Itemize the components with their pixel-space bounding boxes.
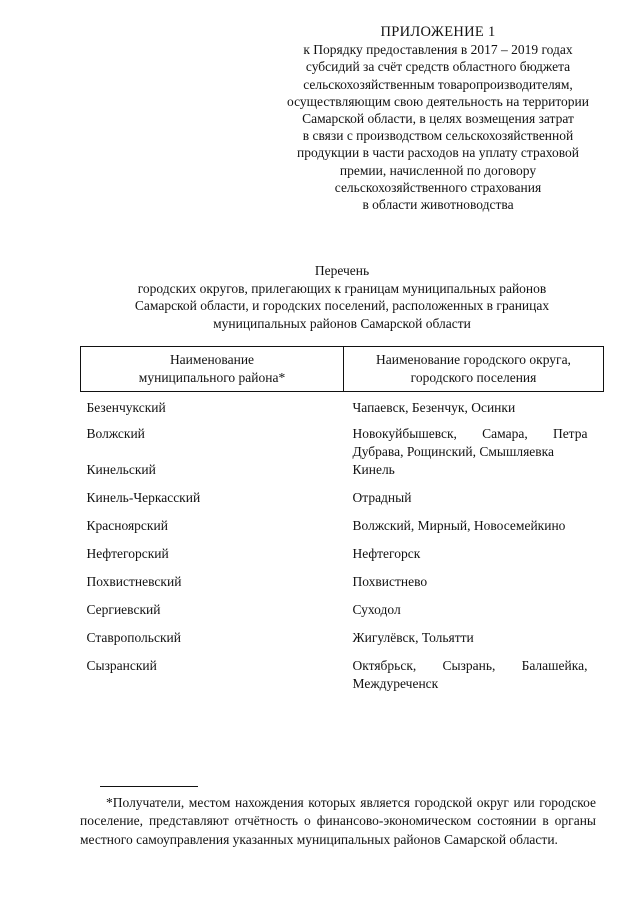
appendix-line: к Порядку предоставления в 2017 – 2019 годах (303, 42, 573, 58)
settlements-cell: Октябрьск, Сызрань, Балашейка, Междуреченск (352, 658, 588, 691)
appendix-line: осуществляющим свою деятельность на территории (287, 93, 589, 109)
list-title: Перечень (314, 263, 370, 278)
district-cell: Кинель-Черкасский (86, 490, 201, 505)
table-header-row (81, 347, 604, 392)
header-line: городского поселения (410, 370, 537, 385)
appendix-line: Самарской области, в целях возмещения затрат (302, 111, 574, 127)
appendix-line: премии, начисленной по договору (339, 162, 537, 178)
settlements-cell: Кинель (352, 462, 395, 477)
settlements-cell: Нефтегорск (352, 546, 421, 561)
table-row (81, 629, 604, 657)
settlements-cell: Жигулёвск, Тольятти (352, 630, 474, 645)
table-row (81, 545, 604, 573)
appendix-line: сельскохозяйственным товаропроизводителям, (303, 76, 573, 92)
appendix-title: ПРИЛОЖЕНИЕ 1 (380, 24, 496, 40)
district-cell: Сергиевский (86, 602, 161, 617)
district-cell: Волжский (86, 426, 145, 441)
district-cell: Сызранский (86, 658, 157, 673)
appendix-line: сельскохозяйственного страхования (334, 179, 542, 195)
settlements-cell: Чапаевск, Безенчук, Осинки (352, 400, 516, 415)
district-cell: Кинельский (86, 462, 156, 477)
district-cell: Красноярский (86, 518, 168, 533)
table-row (81, 657, 604, 693)
table-row (81, 517, 604, 545)
settlements-cell: Волжский, Мирный, Новосемейкино (352, 518, 566, 533)
column-header-district (81, 347, 344, 392)
settlements-cell: Новокуйбышевск, Самара, Петра Дубрава, Рощинский, Смышляевка (352, 426, 588, 459)
footnote: *Получатели, местом нахождения которых является городской округ или городское поселение, представляют отчётность о финансово-экономическом состоянии в органы местного самоуправления указанных муниципальных районов Самарской области. (80, 795, 596, 847)
appendix-line: в области животноводства (362, 197, 514, 213)
header-line: муниципального района* (138, 370, 286, 385)
settlements-cell: Похвистнево (352, 574, 428, 589)
districts-table (80, 346, 604, 693)
list-heading (80, 262, 604, 332)
appendix-line: в связи с производством сельскохозяйственной (302, 128, 574, 144)
header-line: Наименование городского округа, (376, 352, 571, 367)
list-subtitle-line: Самарской области, и городских поселений, расположенных в границах (134, 298, 550, 313)
appendix-line: субсидий за счёт средств областного бюджета (305, 59, 571, 75)
district-cell: Нефтегорский (86, 546, 169, 561)
appendix-header (262, 24, 614, 213)
table-row (81, 489, 604, 517)
column-header-settlements (344, 347, 604, 392)
table-row (81, 461, 604, 489)
table-row (81, 601, 604, 629)
district-cell: Безенчукский (86, 400, 166, 415)
district-cell: Ставропольский (86, 630, 181, 645)
settlements-cell: Суходол (352, 602, 401, 617)
list-subtitle-line: муниципальных районов Самарской области (213, 315, 471, 331)
table-row (81, 392, 604, 426)
footnote-separator (100, 786, 198, 787)
list-subtitle-line: городских округов, прилегающих к границам муниципальных районов (137, 280, 547, 296)
appendix-line: продукции в части расходов на уплату страховой (297, 145, 579, 161)
header-line: Наименование (169, 352, 255, 367)
district-cell: Похвистневский (86, 574, 182, 589)
table-row (81, 425, 604, 461)
table-row (81, 573, 604, 601)
settlements-cell: Отрадный (352, 490, 412, 505)
